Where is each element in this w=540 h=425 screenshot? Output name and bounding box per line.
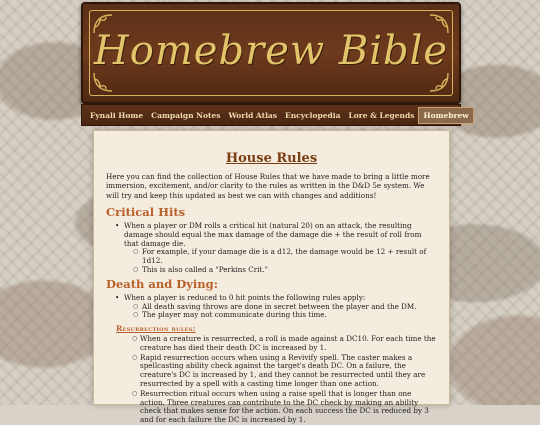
sub-list-item: ○ For example, if your damage die is a d12, the damage would be 12 + result of 1d12. <box>132 248 437 266</box>
nav-item-encyclopedia[interactable]: Encyclopedia <box>285 110 341 120</box>
main-content <box>93 130 450 425</box>
list-item: ○ Rapid resurrection occurs when using a Revivify spell. The caster makes a spellcasting ability check against the target's death DC. On a failure, the creature's DC is increased by 1, and they cannot be resurrected until they are resurrected by a spell with a casting time longer than one action. <box>106 354 437 389</box>
site-title[interactable]: Homebrew Bible <box>93 28 449 74</box>
critical-hits-list <box>106 222 437 275</box>
main-nav <box>81 104 469 126</box>
nav-item-homebrew[interactable]: Homebrew <box>418 107 473 124</box>
section-heading-critical-hits: Critical Hits <box>106 205 186 220</box>
list-item-text: When a player or DM rolls a critical hit (natural 20) on an attack, the resulting damage should equal the max damage of the damage die + the result of roll from that damage die. <box>124 221 422 248</box>
site-header <box>81 2 461 104</box>
list-item: ○ Resurrection ritual occurs when using a raise spell that is longer than one action. Three creatures can contribute to the DC check by making an ability check that makes sense for the action. On each success the DC is reduced by 3 and for each failure the DC is increased by 1. <box>106 390 437 425</box>
sub-list-item: ○ This is also called a "Perkins Crit." <box>132 266 437 275</box>
nav-item-fynali-home[interactable]: Fynali Home <box>90 110 144 120</box>
subsection-heading-resurrection: Resurrection rules: <box>116 324 196 334</box>
sub-list-item: ○ The player may not communicate during this time. <box>132 311 437 320</box>
nav-item-world-atlas[interactable]: World Atlas <box>228 110 278 120</box>
list-item <box>106 222 437 275</box>
list-item-text: When a player is reduced to 0 hit points the following rules apply: <box>124 292 366 302</box>
nav-item-campaign-notes[interactable]: Campaign Notes <box>151 110 221 120</box>
intro-paragraph: Here you can find the collection of House Rules that we have made to bring a little more immersion, excitement, and/or clarity to the rules as written in the D&D 5e system. We will try and keep this updated as best we can with changes and additions! <box>106 172 430 200</box>
page-title: House Rules <box>225 151 318 166</box>
list-item: ○ When a creature is resurrected, a roll is made against a DC10. For each time the creature has died their death DC is increased by 1. <box>106 335 437 353</box>
section-heading-death-dying: Death and Dying: <box>106 276 218 291</box>
death-dying-list <box>106 294 437 320</box>
sub-list <box>132 303 437 321</box>
list-item <box>106 294 437 320</box>
resurrection-list <box>106 335 437 425</box>
nav-item-lore-legends[interactable]: Lore & Legends <box>348 110 415 120</box>
sub-list <box>132 248 437 274</box>
flourish-icon <box>428 71 450 93</box>
flourish-icon <box>92 71 114 93</box>
sub-list-item: ○ All death saving throws are done in secret between the player and the DM. <box>132 303 437 312</box>
